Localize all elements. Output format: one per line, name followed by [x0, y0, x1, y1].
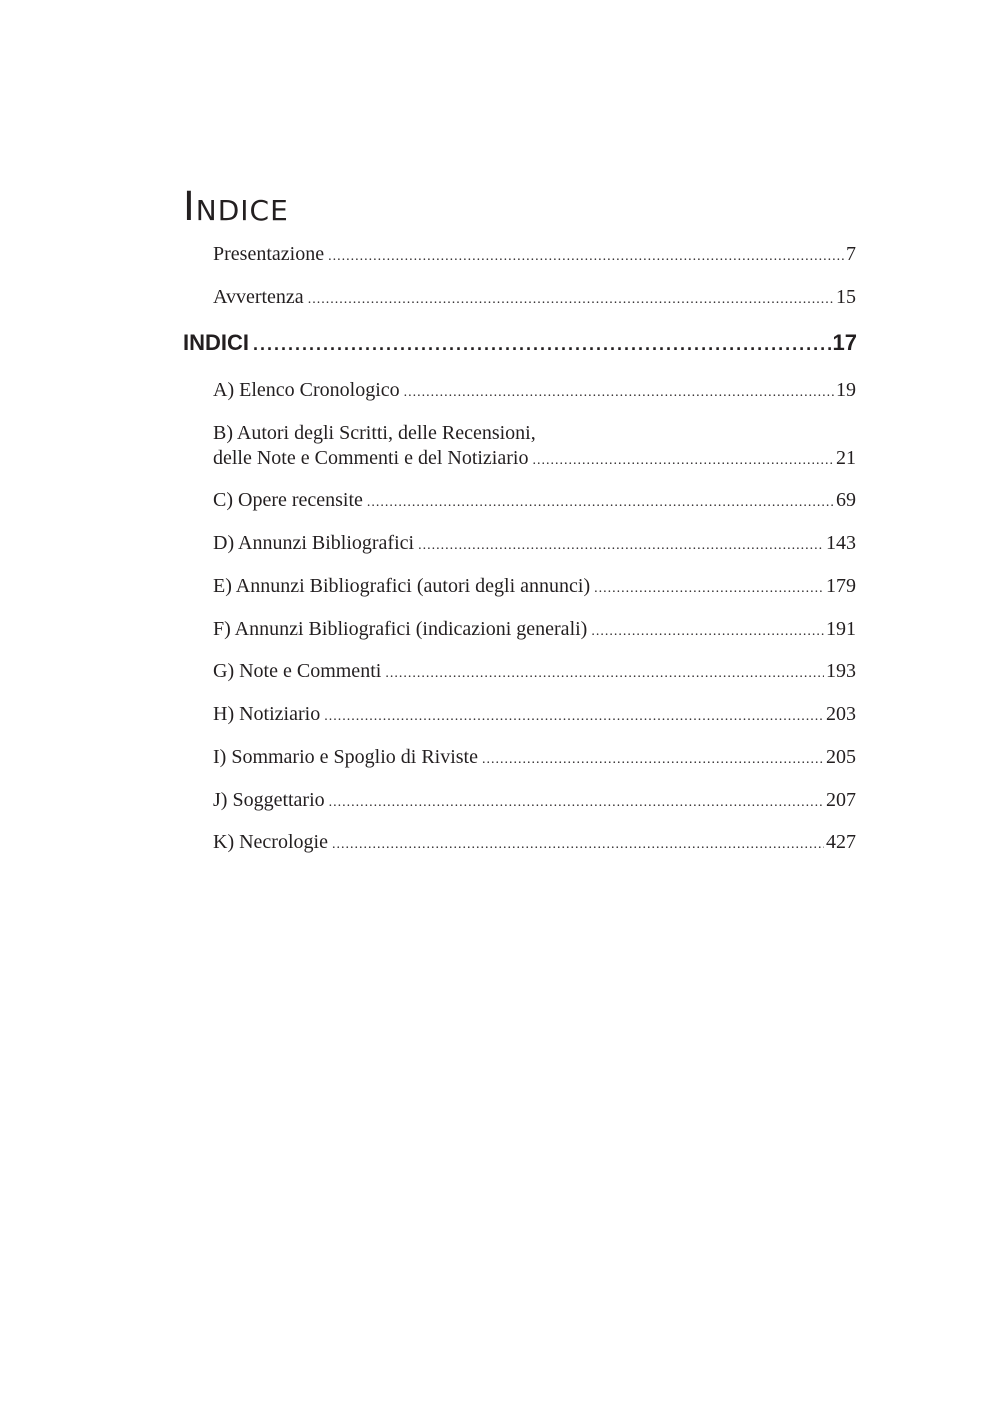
- toc-entry-label: D) Annunzi Bibliografici: [213, 532, 415, 554]
- toc-entry-b[interactable]: [213, 446, 856, 473]
- toc-entry-label: H) Notiziario: [213, 703, 321, 725]
- toc-entry-label: J) Soggettario: [213, 789, 325, 811]
- toc-entry-a[interactable]: [213, 378, 856, 405]
- toc-entry-label: C) Opere recensite: [213, 489, 363, 511]
- dot-leader: [404, 381, 834, 405]
- toc-entry-label: A) Elenco Cronologico: [213, 379, 400, 401]
- toc-entry-h[interactable]: [213, 702, 856, 729]
- toc-entry-page: 193: [826, 660, 856, 682]
- toc-entry-i[interactable]: [213, 745, 856, 772]
- toc-entry-label: F) Annunzi Bibliografici (indicazioni generali): [213, 618, 588, 640]
- dot-leader: [418, 534, 824, 558]
- toc-entry-label: E) Annunzi Bibliografici (autori degli annunci): [213, 575, 591, 597]
- toc-entry-page: 15: [836, 286, 856, 308]
- toc-entry-presentazione[interactable]: [213, 242, 856, 269]
- toc-entry-label: K) Necrologie: [213, 831, 328, 853]
- toc-entry-k[interactable]: [213, 830, 856, 857]
- toc-section-label: INDICI: [183, 330, 249, 355]
- toc-entry-page: 427: [826, 831, 856, 853]
- toc-entry-label: Avvertenza: [213, 286, 304, 308]
- toc-entry-page: 179: [826, 575, 856, 597]
- toc-entry-page: 203: [826, 703, 856, 725]
- toc-entry-page: 191: [826, 618, 856, 640]
- dot-leader: [367, 491, 834, 515]
- dot-leader: [328, 245, 844, 269]
- toc-entry-e[interactable]: [213, 574, 856, 601]
- dot-leader: [324, 705, 824, 729]
- toc-entry-page: 69: [836, 489, 856, 511]
- toc-entry-page: 19: [836, 379, 856, 401]
- toc-entry-page: 7: [846, 243, 856, 265]
- dot-leader: [332, 833, 824, 857]
- toc-entry-g[interactable]: [213, 659, 856, 686]
- dot-leader: [253, 331, 831, 357]
- dot-leader: [308, 288, 834, 312]
- toc-entry-j[interactable]: [213, 788, 856, 815]
- toc-section-indici[interactable]: [183, 330, 857, 357]
- dot-leader: [329, 791, 824, 815]
- dot-leader: [594, 577, 824, 601]
- page-title: Indice: [183, 184, 289, 230]
- dot-leader: [591, 620, 824, 644]
- toc-entry-d[interactable]: [213, 531, 856, 558]
- toc-section-page: 17: [832, 330, 857, 355]
- dot-leader: [385, 662, 824, 686]
- toc-entry-page: 21: [836, 447, 856, 469]
- toc-entry-avvertenza[interactable]: [213, 285, 856, 312]
- toc-entry-page: 205: [826, 746, 856, 768]
- toc-entry-page: 207: [826, 789, 856, 811]
- toc-entry-b-line1[interactable]: B) Autori degli Scritti, delle Recensioni,: [213, 422, 536, 444]
- toc-entry-page: 143: [826, 532, 856, 554]
- toc-entry-c[interactable]: [213, 488, 856, 515]
- toc-entry-f[interactable]: [213, 617, 856, 644]
- dot-leader: [532, 449, 834, 473]
- toc-entry-label: Presentazione: [213, 243, 325, 265]
- dot-leader: [482, 748, 824, 772]
- toc-entry-label: delle Note e Commenti e del Notiziario: [213, 447, 529, 469]
- toc-entry-label: G) Note e Commenti: [213, 660, 382, 682]
- toc-entry-label: I) Sommario e Spoglio di Riviste: [213, 746, 478, 768]
